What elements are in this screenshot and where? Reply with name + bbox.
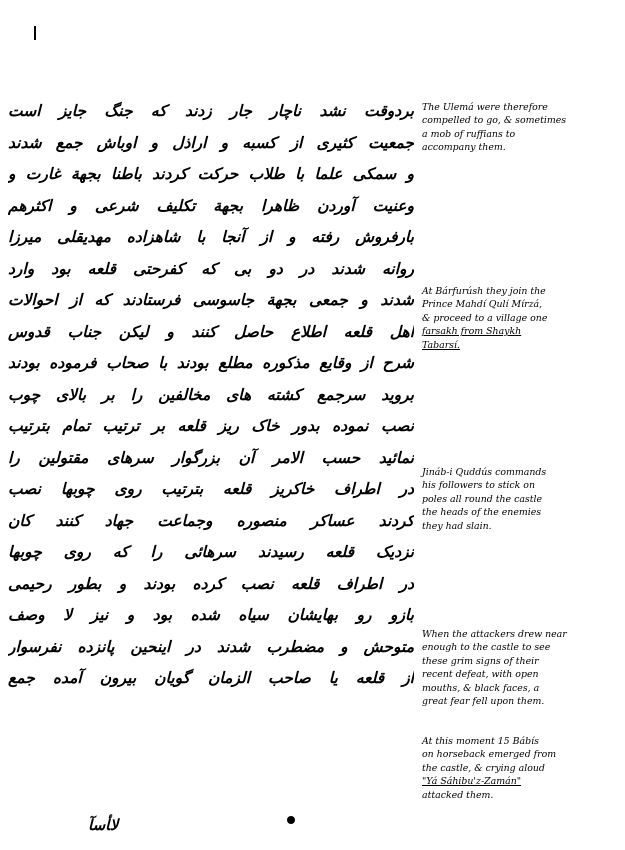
footer-ink-dot [287, 816, 295, 824]
manuscript-line: بازو رو بهایشان سیاه شده بود و نیز لا وصف [8, 606, 414, 624]
manuscript-line: شرح از وقایع مذکوره مطلع بودند با صحاب فرموده بودند [8, 354, 414, 372]
manuscript-line: نزدیک قلعه رسیدند سرهائی را که روی چوبها [8, 543, 414, 561]
note-line: The Ulemá were therefore [422, 102, 548, 113]
margin-note-barfurush [422, 285, 618, 352]
manuscript-line: متوحش و مضطرب شدند در اینحین پانزده نفرسوار [8, 637, 414, 656]
manuscript-line: روانه شدند در دو بی که کفرحتی قلعه بود وارد [8, 259, 414, 278]
manuscript-line: بارفروش رفته و از آنجا با شاهزاده مهدیقلی میرزا [8, 228, 414, 246]
manuscript-line: اهل قلعه اطلاع حاصل کنند و لیکن جناب قدوس [8, 322, 414, 341]
margin-note-attackers [422, 628, 618, 708]
note-line: they had slain. [422, 520, 492, 532]
manuscript-line: بردوقت نشد ناچار جار زدند که جنگ جایز است [8, 102, 414, 120]
note-line: At this moment 15 Bábís [422, 736, 539, 747]
manuscript-line: کردند عساکر منصوره وجماعت جهاد کنند کان [8, 511, 414, 530]
manuscript-line: جمعیت کثیری از کسبه و اراذل و اوباش جمع شدند [8, 133, 414, 152]
margin-note-ulema [422, 101, 618, 155]
note-line: Prince Mahdí Qulí Mírzá, [422, 299, 543, 311]
persian-manuscript-text [8, 96, 414, 695]
note-line: the castle, & crying aloud [422, 762, 545, 774]
note-line: compelled to go, & sometimes [422, 115, 567, 127]
manuscript-line: شدند و جمعی بجهة جاسوسی فرستادند که از احوالات [8, 291, 414, 309]
margin-note-quddus [422, 466, 618, 533]
note-line: these grim signs of their [422, 655, 539, 667]
note-line: a mob of ruffians to [422, 128, 516, 140]
note-line: on horseback emerged from [422, 749, 557, 761]
note-line: attacked them. [422, 789, 494, 801]
note-line: At Bárfurúsh they join the [422, 286, 546, 297]
manuscript-line: در اطراف قلعه نصب کرده بودند و بطور رحیمی [8, 574, 414, 593]
note-line: "Yá Sáhibu'z-Zamán" [422, 776, 522, 788]
note-line: mouths, & black faces, a [422, 682, 540, 694]
note-line: great fear fell upon them. [422, 696, 545, 708]
footer-scribble: ﻻﺄﺳﺂ [88, 816, 119, 834]
manuscript-line: و سمکی علما با طلاب حرکت کردند باطنا بجهة غارت و [8, 165, 414, 183]
note-line: the heads of the enemies [422, 507, 542, 519]
note-line: farsakh from Shaykh [422, 326, 522, 338]
note-line: poles all round the castle [422, 493, 543, 505]
manuscript-line: از قلعه یا صاحب الزمان گویان بیرون آمده جمع [8, 669, 414, 687]
note-line: When the attackers drew near [422, 629, 567, 640]
note-line: recent defeat, with open [422, 669, 539, 681]
manuscript-line: بروید سرجمع کشته های مخالفین را بر بالای چوب [8, 385, 414, 404]
manuscript-line: نصب نموده بدور خاک ریز قلعه بر ترتیب تمام بترتیب [8, 417, 414, 435]
manuscript-line: در اطراف خاکریز قلعه بترتیب روی چوبها نصب [8, 480, 414, 498]
note-line: Tabarsí. [422, 339, 460, 351]
manuscript-line: وعنیت آوردن ظاهرا بجهة تکلیف شرعی و اکثرهم [8, 196, 414, 215]
note-line: enough to the castle to see [422, 642, 551, 654]
note-line: Jináb-i Quddús commands [422, 467, 547, 478]
manuscript-line: نمائید حسب الامر آن بزرگوار سرهای مقتولین را [8, 448, 414, 467]
note-line: & proceed to a village one [422, 312, 548, 324]
page-corner-mark [34, 26, 36, 40]
note-line: his followers to stick on [422, 480, 535, 492]
note-line: accompany them. [422, 142, 506, 154]
margin-note-babis [422, 735, 618, 802]
